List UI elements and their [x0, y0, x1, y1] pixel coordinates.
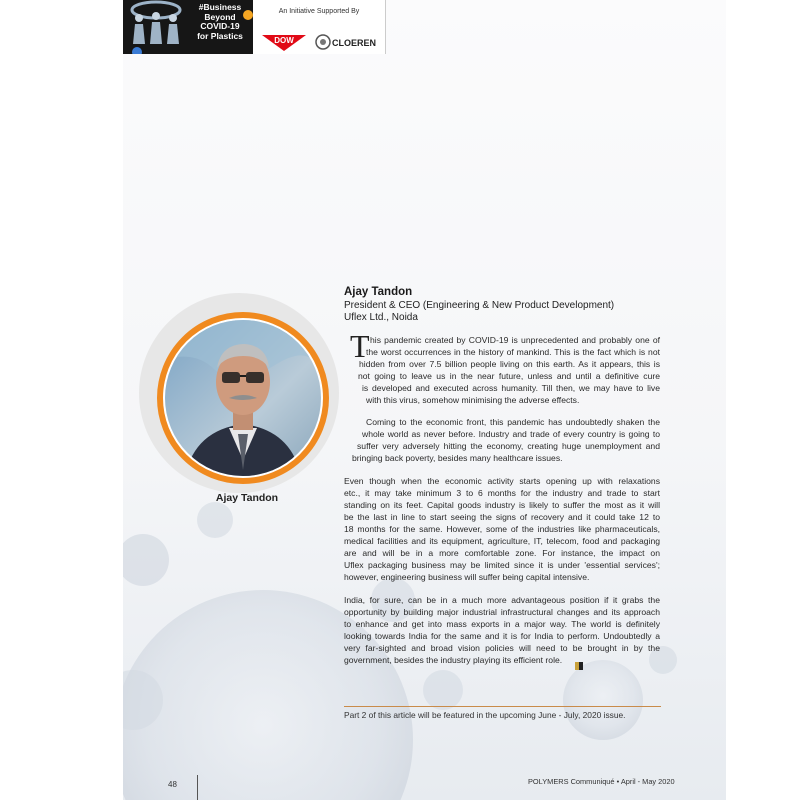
dow-logo [259, 32, 309, 52]
sponsor-panel [253, 0, 386, 54]
article-line: 18 months for the same. However, some of the industries like pharmaceuticals, [344, 524, 660, 534]
article-line: bringing back poverty, besides many healthcare issues. [352, 453, 563, 463]
article-line: be the last in line to start seeing the signs of recovery and it could take 12 to [344, 512, 660, 522]
people-circle-icon [125, 0, 187, 54]
article-line: are and will be in a more comfortable zone. For instance, the impact on [344, 548, 660, 558]
article-line: very far-sighted and broad vision policies will need to be brought in by the [344, 643, 660, 653]
article-line: Coming to the economic front, this pandemic has undoubtedly shaken the [366, 417, 660, 427]
svg-text:CLOEREN: CLOEREN [332, 38, 377, 48]
article-line: India, for sure, can be in a much more advantageous position if it grabs the [344, 595, 660, 605]
journal-footer: POLYMERS Communiqué • April - May 2020 [528, 777, 675, 786]
drop-cap: T [350, 328, 370, 364]
article-line: his pandemic created by COVID-19 is unprecedented and probably one of [370, 335, 660, 345]
article-line: opportunity by building major industrial infrastructural changes and its approach [344, 607, 660, 617]
author-name: Ajay Tandon [344, 286, 413, 298]
article-line: looking towards India for the same and it is for India to perform. Undoubtedly a [344, 631, 660, 641]
svg-text:DOW: DOW [274, 36, 294, 45]
article-line: whole world as never before. Industry and trade of every country is going to [362, 429, 660, 439]
article-line: however, engineering business will suffer being capital intensive. [344, 572, 590, 582]
author-role: President & CEO (Engineering & New Product Development) [344, 300, 615, 311]
page-number: 48 [168, 780, 177, 789]
article-line: government, besides the industry playing its efficient role. [344, 655, 563, 665]
end-of-article-icon [575, 662, 583, 670]
article-line: with this virus, somehow minimising the adverse effects. [366, 395, 580, 405]
badge-text: #Business Beyond COVID-19 for Plastics [197, 2, 243, 41]
article-line: not going to leave us in the near future, unless and until a definitive cure [358, 371, 660, 381]
footer-divider [197, 775, 198, 800]
article-line: the worst occurrences in the history of mankind. This is the fact which is not [366, 347, 660, 357]
article-line: hidden from over 7.5 billion people living on this earth. As it appears, this is [359, 359, 660, 369]
photo-caption: Ajay Tandon [215, 492, 279, 504]
supported-by-label: An Initiative Supported By [278, 8, 360, 15]
author-organization: Uflex Ltd., Noida [344, 312, 418, 323]
business-beyond-covid-badge [123, 0, 253, 54]
article-line: etc., it may take minimum 3 to 6 months for the industry and trade to start [344, 488, 660, 498]
article-line: Uflex packaging business may be limited since it is under 'essential services'; [344, 560, 660, 570]
article-line: medical facilities and its equipment, agriculture, IT, telecom, food and packaging [344, 536, 660, 546]
article-line: standing on its feet. Capital goods industry is likely to suffer the most as it will [344, 500, 660, 510]
continuation-note: Part 2 of this article will be featured in the upcoming June - July, 2020 issue. [344, 710, 626, 720]
author-photo [165, 320, 321, 476]
article-line: suffer very adversely hitting the economy, creating huge unemployment and [357, 441, 660, 451]
article-line: Even though when the economic activity starts opening up with relaxations [344, 476, 660, 486]
article-line: is developed and executed across humanity. Till then, we may have to live [362, 383, 660, 393]
article-line: to enhance and get into mass exports in a major way. The world is definitely [344, 619, 660, 629]
footnote-divider [344, 706, 661, 707]
cloeren-logo [315, 33, 383, 51]
